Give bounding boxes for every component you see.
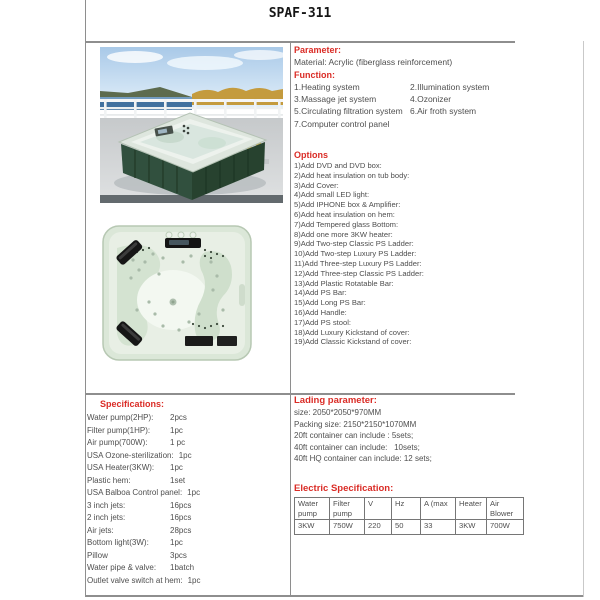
spec-value: 1 pc [170, 438, 186, 447]
table-header-cell: Heater [456, 498, 487, 520]
lading-line: 40ft container can include: 10sets; [294, 442, 420, 452]
function-item: 5.Circulating filtration system [294, 106, 403, 117]
spec-value: 1batch [170, 563, 195, 572]
options-heading: Options [294, 150, 328, 160]
spec-label: Water pump(2HP): [87, 413, 154, 422]
spec-value: 16pcs [170, 513, 192, 522]
parameter-section [294, 44, 580, 130]
spec-row [87, 450, 287, 463]
spec-value: 16pcs [170, 500, 192, 510]
table-cell: 220 [365, 520, 392, 535]
electric-heading: Electric Specification: [294, 483, 394, 494]
function-item: 3.Massage jet system [294, 94, 377, 105]
option-item: 1)Add DVD and DVD box: [294, 161, 382, 170]
lading-section [294, 394, 580, 465]
lading-line: Packing size: 2150*2150*1070MM [294, 419, 417, 429]
spec-label: Water pipe & valve: [87, 563, 157, 572]
spec-value: 1pc [187, 575, 201, 585]
table-header-cell: V [365, 498, 392, 520]
spec-label: USA Balboa Control panel: [87, 488, 183, 497]
spec-value: 1pc [170, 463, 183, 472]
function-item: 6.Air froth system [410, 106, 477, 117]
table-header-cell: Water pump [295, 498, 330, 520]
function-item: 1.Heating system [294, 81, 360, 92]
spec-label: USA Ozone-sterilization: [87, 450, 174, 460]
option-item: 17)Add PS stool: [294, 317, 351, 327]
spec-label: Air pump(700W): [87, 438, 148, 447]
spec-row [87, 500, 287, 513]
spec-row [87, 487, 287, 500]
divider-left-border [85, 0, 86, 597]
table-cell: 3KW [456, 520, 487, 535]
parameter-heading: Parameter: [294, 45, 342, 55]
spec-value: 1pc [170, 538, 183, 547]
spec-label: Filter pump(1HP): [87, 425, 151, 435]
function-row [294, 105, 580, 117]
function-item: 4.Ozonizer [410, 94, 452, 105]
option-item: 14)Add PS Bar: [294, 288, 347, 298]
table-cell: 700W [487, 520, 524, 535]
option-item: 18)Add Luxury Kickstand of cover: [294, 327, 410, 337]
lading-heading: Lading parameter: [294, 395, 377, 406]
spec-value: 1set [170, 475, 186, 485]
table-cell: 750W [330, 520, 365, 535]
page-title: SPAF-311 [268, 6, 332, 21]
spec-label: USA Heater(3KW): [87, 463, 155, 472]
spec-label: Plastic hem: [87, 475, 131, 485]
function-row [294, 81, 580, 93]
spec-value: 1pc [178, 450, 192, 460]
option-item: 13)Add Plastic Rotatable Bar: [294, 278, 394, 288]
spec-value: 28pcs [170, 525, 192, 535]
table-cell: 33 [421, 520, 456, 535]
electric-section [294, 483, 580, 535]
spec-row [87, 512, 287, 525]
divider-right-border [583, 41, 584, 597]
spec-label: Air jets: [87, 525, 114, 535]
spa-top-view-image [93, 218, 265, 368]
spec-row [87, 437, 287, 450]
function-heading: Function: [294, 69, 335, 80]
option-item: 9)Add Two-step Classic PS Ladder: [294, 239, 414, 249]
product-photo [100, 47, 283, 203]
function-item: 7.Computer control panel [294, 118, 390, 129]
function-row [294, 93, 580, 105]
spec-label: Bottom light(3W): [87, 538, 149, 547]
table-header-cell: Air Blower [487, 498, 524, 520]
table-cell: 50 [392, 520, 421, 535]
option-item: 7)Add Tempered glass Bottom: [294, 219, 399, 229]
lading-line: 40ft HQ container can include: 12 sets; [294, 454, 432, 464]
spec-value: 1pc [187, 488, 201, 497]
material-line: Material: Acrylic (fiberglass reinforcement) [294, 57, 453, 68]
spec-row [87, 425, 287, 438]
function-item: 2.Illumination system [410, 81, 490, 92]
lading-line: size: 2050*2050*970MM [294, 408, 382, 417]
divider-under-title [85, 41, 515, 43]
divider-bottom-border [85, 595, 583, 597]
spec-label: 3 inch jets: [87, 500, 126, 510]
option-item: 11)Add Three-step Luxury PS Ladder: [294, 258, 422, 268]
spec-value: 1pc [170, 425, 183, 435]
spec-row [87, 525, 287, 538]
specifications-heading: Specifications: [100, 399, 165, 409]
table-header-cell: Hz [392, 498, 421, 520]
spec-row [87, 462, 287, 475]
table-header-cell: Filter pump [330, 498, 365, 520]
table-cell: 3KW [295, 520, 330, 535]
option-item: 8)Add one more 3KW heater: [294, 229, 393, 239]
spec-row [87, 562, 287, 575]
spec-row [87, 575, 287, 588]
option-item: 19)Add Classic Kickstand of cover: [294, 337, 412, 347]
spec-label: 2 inch jets: [87, 513, 126, 522]
spec-row [87, 475, 287, 488]
option-item: 5)Add IPHONE box & Amplifier: [294, 200, 401, 210]
option-item: 12)Add Three-step Classic PS Ladder: [294, 268, 424, 278]
option-item: 2)Add heat insulation on tub body: [294, 170, 410, 180]
spec-row [87, 412, 287, 425]
specifications-section [87, 397, 287, 587]
option-item: 16)Add Handle: [294, 307, 347, 317]
option-item: 3)Add Cover: [294, 180, 339, 190]
spec-label: Outlet valve switch at hem: [87, 575, 183, 585]
table-header-cell: A (max [421, 498, 456, 520]
options-section [294, 149, 580, 347]
option-item: 4)Add small LED light: [294, 190, 370, 200]
electric-table [294, 497, 524, 535]
lading-line: 20ft container can include : 5sets; [294, 431, 414, 441]
option-item: 15)Add Long PS Bar: [294, 298, 366, 308]
option-item: 6)Add heat insulation on hem: [294, 209, 395, 219]
function-row [294, 118, 580, 130]
option-item: 10)Add Two-step Luxury PS Ladder: [294, 249, 417, 259]
divider-middle-vertical [290, 41, 291, 597]
spec-row [87, 550, 287, 563]
spec-value: 3pcs [170, 550, 187, 560]
spec-label: Pillow [87, 550, 108, 560]
spec-value: 2pcs [170, 413, 187, 422]
spec-row [87, 537, 287, 550]
